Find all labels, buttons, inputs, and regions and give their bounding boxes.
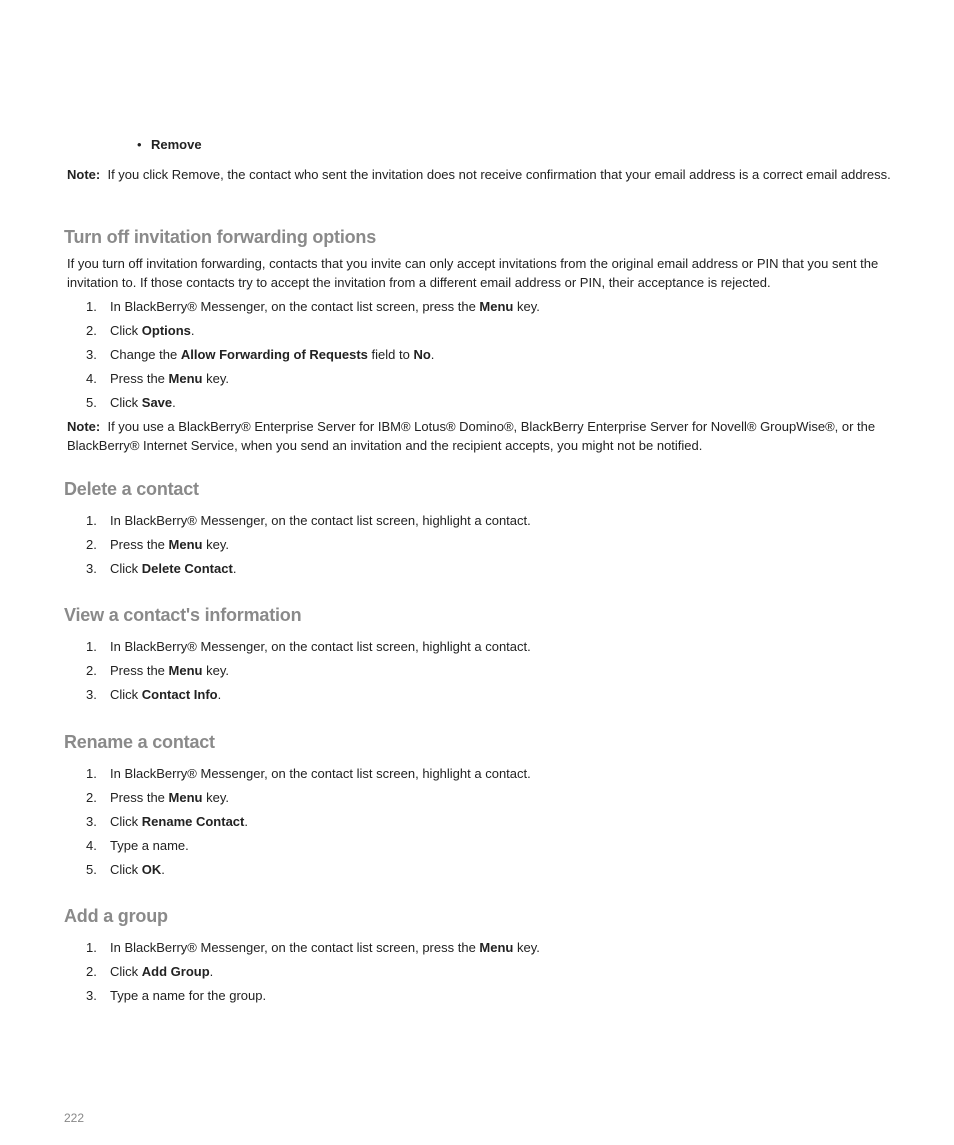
step-text: In BlackBerry® Messenger, on the contact list screen, highlight a contact. <box>110 766 531 781</box>
step-item <box>86 960 540 984</box>
step-number: 3. <box>86 687 97 702</box>
step-text: Click <box>110 687 142 702</box>
step-text: key. <box>202 537 229 552</box>
step-item <box>86 295 540 319</box>
step-text: key. <box>513 940 540 955</box>
note-turn-off-forwarding <box>67 417 897 455</box>
step-text: Type a name for the group. <box>110 988 267 1003</box>
step-number: 3. <box>86 561 97 576</box>
step-number: 4. <box>86 371 97 386</box>
step-bold-text: Menu <box>168 663 203 678</box>
step-number: 2. <box>86 663 97 678</box>
step-bold-text: Contact Info <box>141 687 218 702</box>
step-bold-text: Menu <box>479 299 514 314</box>
step-item <box>86 659 531 683</box>
step-item <box>86 683 531 707</box>
step-text: key. <box>202 790 229 805</box>
step-number: 1. <box>86 513 97 528</box>
step-text: In BlackBerry® Messenger, on the contact list screen, highlight a contact. <box>110 639 531 654</box>
step-number: 2. <box>86 323 97 338</box>
step-item <box>86 936 540 960</box>
step-text: . <box>244 814 248 829</box>
step-text: Type a name. <box>110 838 189 853</box>
step-bold-text: Menu <box>479 940 514 955</box>
heading-rename-contact: Rename a contact <box>64 732 215 752</box>
step-number: 1. <box>86 639 97 654</box>
step-bold-text: Add Group <box>141 964 210 979</box>
step-number: 3. <box>86 988 97 1003</box>
step-text: In BlackBerry® Messenger, on the contact list screen, highlight a contact. <box>110 513 531 528</box>
note-text: If you use a BlackBerry® Enterprise Server for IBM® Lotus® Domino®, BlackBerry Enterprise Server for Novell® GroupWise®, or the BlackBerry® Internet Service, when you send an invitation and the recipient accepts, you might not be notified. <box>67 419 876 453</box>
step-item <box>86 509 531 533</box>
step-number: 3. <box>86 347 97 362</box>
step-item <box>86 391 540 415</box>
heading-turn-off-forwarding: Turn off invitation forwarding options <box>64 227 377 247</box>
step-text: Click <box>110 862 142 877</box>
step-bold-text: Rename Contact <box>141 814 245 829</box>
step-text: . <box>161 862 165 877</box>
step-bold-text: Menu <box>168 371 203 386</box>
step-item <box>86 343 540 367</box>
note-remove <box>67 165 897 184</box>
step-text: Press the <box>110 663 169 678</box>
bullet-text: Remove <box>151 137 202 152</box>
step-item <box>86 557 531 581</box>
step-text: Click <box>110 964 142 979</box>
note-text: If you click Remove, the contact who sent the invitation does not receive confirmation that your email address is a correct email address. <box>107 167 891 182</box>
steps-turn-off-forwarding <box>86 295 540 415</box>
step-text: In BlackBerry® Messenger, on the contact list screen, press the <box>110 940 480 955</box>
step-item <box>86 367 540 391</box>
step-bold-text: Menu <box>168 537 203 552</box>
step-number: 2. <box>86 964 97 979</box>
step-item <box>86 984 540 1008</box>
step-number: 5. <box>86 395 97 410</box>
heading-view-contact-info: View a contact's information <box>64 605 302 625</box>
step-number: 3. <box>86 814 97 829</box>
step-text: Click <box>110 814 142 829</box>
step-text: Click <box>110 323 142 338</box>
step-text: field to <box>367 347 414 362</box>
step-bold-text: Options <box>141 323 191 338</box>
step-item <box>86 834 531 858</box>
step-item <box>86 533 531 557</box>
step-text: . <box>232 561 237 576</box>
step-item <box>86 319 540 343</box>
step-number: 1. <box>86 766 97 781</box>
step-number: 4. <box>86 838 97 853</box>
step-text: . <box>172 395 176 410</box>
bullet-dot: • <box>137 137 142 152</box>
step-bold-text: Save <box>141 395 173 410</box>
step-number: 1. <box>86 940 97 955</box>
step-text: Click <box>110 395 142 410</box>
note-label: Note: <box>67 419 101 434</box>
step-text: Press the <box>110 790 169 805</box>
step-text: key. <box>202 371 229 386</box>
steps-add-group <box>86 936 540 1008</box>
step-bold-text: Menu <box>168 790 203 805</box>
page-number: 222 <box>64 1111 85 1125</box>
step-bold-text: Delete Contact <box>141 561 233 576</box>
bullet-item-remove <box>137 137 202 152</box>
heading-delete-contact: Delete a contact <box>64 479 199 499</box>
step-text: Change the <box>110 347 181 362</box>
step-text: Press the <box>110 537 169 552</box>
step-item <box>86 762 531 786</box>
step-item <box>86 786 531 810</box>
heading-add-group: Add a group <box>64 906 168 926</box>
paragraph-turn-off-forwarding: If you turn off invitation forwarding, contacts that you invite can only accept invitations from the original email address or PIN that you sent the invitation to. If those contacts try to accept the invitation from a different email address or PIN, their acceptance is rejected. <box>67 256 879 290</box>
step-text: In BlackBerry® Messenger, on the contact list screen, press the <box>110 299 480 314</box>
step-number: 1. <box>86 299 97 314</box>
step-number: 5. <box>86 862 97 877</box>
step-number: 2. <box>86 537 97 552</box>
step-bold-text: Allow Forwarding of Requests <box>180 347 368 362</box>
step-text: . <box>217 687 222 702</box>
step-text: . <box>190 323 195 338</box>
step-number: 2. <box>86 790 97 805</box>
step-bold-text: No <box>413 347 431 362</box>
step-text: key. <box>513 299 540 314</box>
step-text: . <box>209 964 214 979</box>
step-item <box>86 635 531 659</box>
steps-view-contact-info <box>86 635 531 707</box>
note-label: Note: <box>67 167 101 182</box>
step-text: Press the <box>110 371 169 386</box>
steps-delete-contact <box>86 509 531 581</box>
step-item <box>86 810 531 834</box>
step-bold-text: OK <box>141 862 162 877</box>
steps-rename-contact <box>86 762 531 882</box>
step-item <box>86 858 531 882</box>
step-text: Click <box>110 561 142 576</box>
step-text: . <box>430 347 435 362</box>
step-text: key. <box>202 663 229 678</box>
